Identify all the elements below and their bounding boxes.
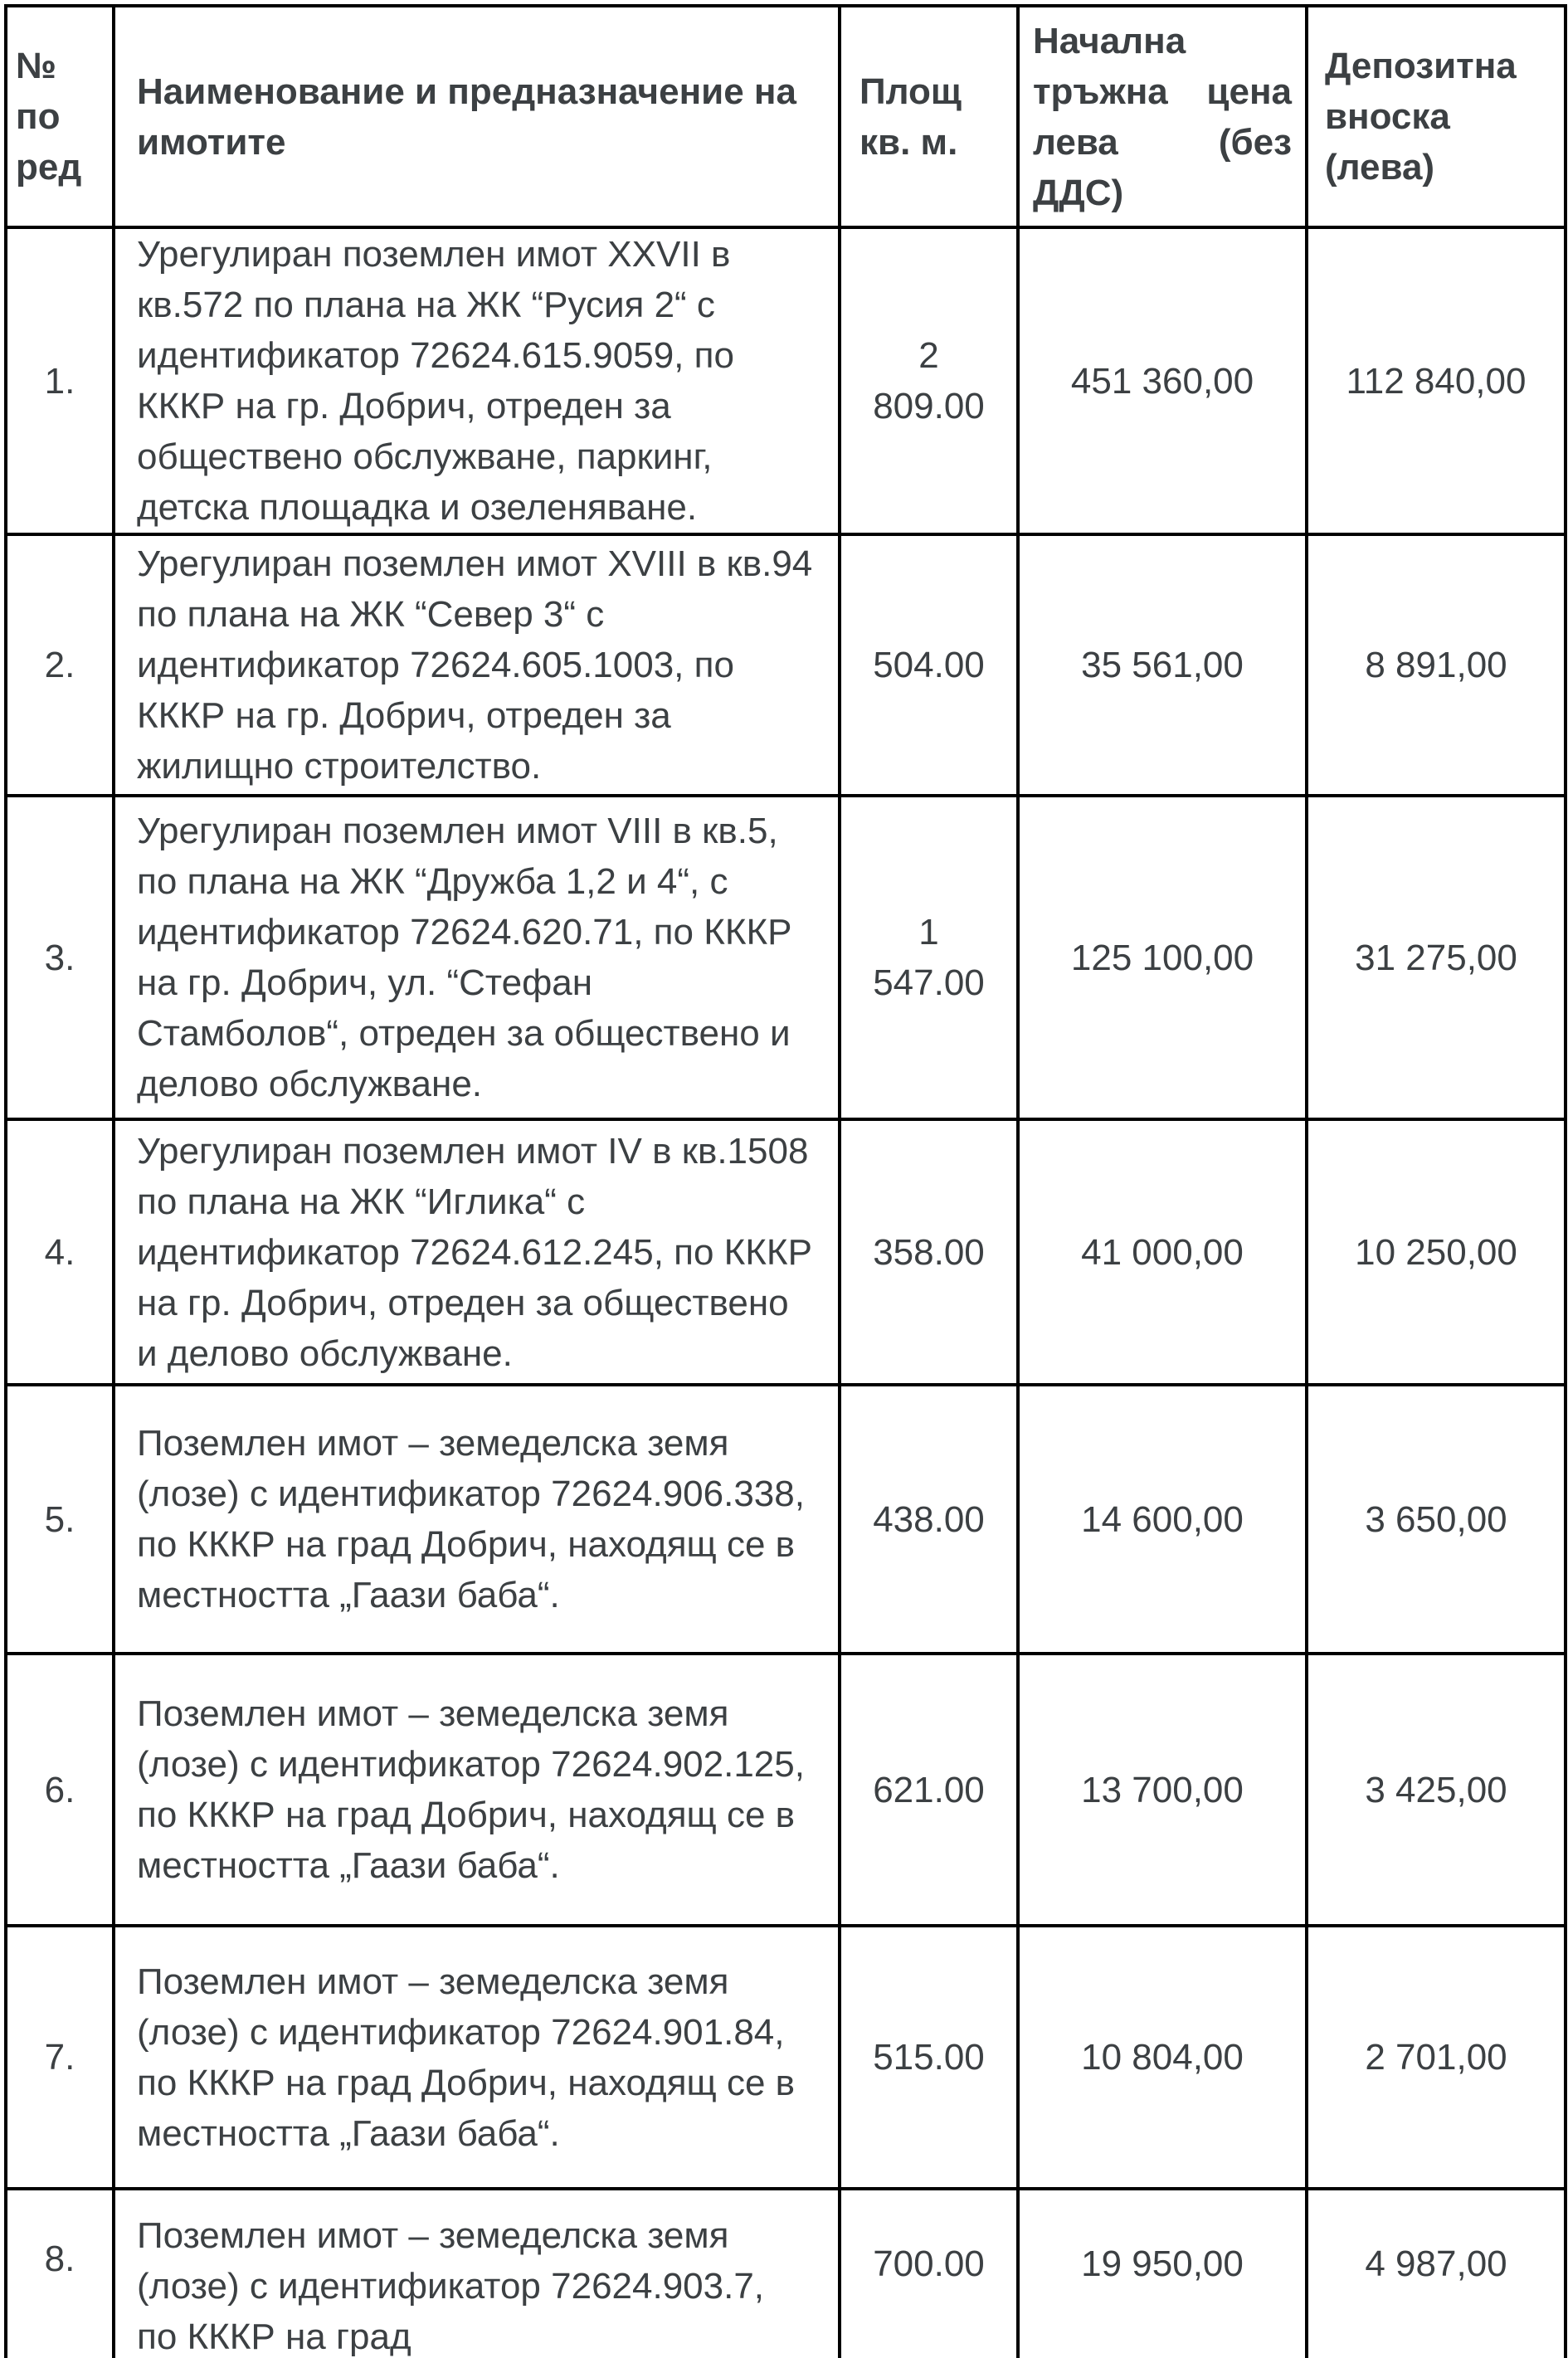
row-2-num: 2. bbox=[6, 534, 114, 796]
row-8-num: 8. bbox=[6, 2189, 114, 2358]
header-name: Наименование и предназначение на имотите bbox=[114, 6, 840, 227]
row-6-price: 13 700,00 bbox=[1018, 1654, 1307, 1926]
table-row bbox=[6, 1926, 1566, 2189]
row-1-area: 2 809.00 bbox=[840, 227, 1018, 534]
row-7-area: 515.00 bbox=[840, 1926, 1018, 2189]
row-8-area: 700.00 bbox=[840, 2189, 1018, 2358]
row-5-name: Поземлен имот – земеделска земя (лозе) с идентификатор 72624.906.338, по КККР на град Добрич, находящ се в местността „Гаази баба“. bbox=[114, 1385, 840, 1654]
row-6-area: 621.00 bbox=[840, 1654, 1018, 1926]
header-num: № по ред bbox=[6, 6, 114, 227]
table-row bbox=[6, 796, 1566, 1119]
row-4-area: 358.00 bbox=[840, 1119, 1018, 1385]
row-1-name: Урегулиран поземлен имот XXVII в кв.572 по плана на ЖК “Русия 2“ с идентификатор 72624.615.9059, по КККР на гр. Добрич, отреден за обществено обслужване, паркинг, детска площадка и озеленяване. bbox=[114, 227, 840, 534]
table-body bbox=[6, 227, 1566, 2358]
row-2-deposit: 8 891,00 bbox=[1307, 534, 1566, 796]
row-5-num: 5. bbox=[6, 1385, 114, 1654]
row-6-num: 6. bbox=[6, 1654, 114, 1926]
row-8-name: Поземлен имот – земеделска земя (лозе) с идентификатор 72624.903.7, по КККР на град bbox=[114, 2189, 840, 2358]
row-4-deposit: 10 250,00 bbox=[1307, 1119, 1566, 1385]
table-row bbox=[6, 1119, 1566, 1385]
row-4-num: 4. bbox=[6, 1119, 114, 1385]
row-4-price: 41 000,00 bbox=[1018, 1119, 1307, 1385]
table-row bbox=[6, 2189, 1566, 2358]
header-area: Площ кв. м. bbox=[840, 6, 1018, 227]
header-price: Начална тръжна цена лева (без ДДС) bbox=[1018, 6, 1307, 227]
row-3-deposit: 31 275,00 bbox=[1307, 796, 1566, 1119]
row-5-price: 14 600,00 bbox=[1018, 1385, 1307, 1654]
header-row bbox=[6, 6, 1566, 227]
table-row bbox=[6, 1654, 1566, 1926]
row-7-name: Поземлен имот – земеделска земя (лозе) с идентификатор 72624.901.84, по КККР на град Добрич, находящ се в местността „Гаази баба“. bbox=[114, 1926, 840, 2189]
row-8-price: 19 950,00 bbox=[1018, 2189, 1307, 2358]
row-3-area: 1 547.00 bbox=[840, 796, 1018, 1119]
row-1-deposit: 112 840,00 bbox=[1307, 227, 1566, 534]
table-header bbox=[6, 6, 1566, 227]
row-7-deposit: 2 701,00 bbox=[1307, 1926, 1566, 2189]
row-3-num: 3. bbox=[6, 796, 114, 1119]
row-1-price: 451 360,00 bbox=[1018, 227, 1307, 534]
table-row bbox=[6, 227, 1566, 534]
row-7-num: 7. bbox=[6, 1926, 114, 2189]
row-2-area: 504.00 bbox=[840, 534, 1018, 796]
row-3-name: Урегулиран поземлен имот VIII в кв.5, по плана на ЖК “Дружба 1,2 и 4“, с идентификатор 72624.620.71, по КККР на гр. Добрич, ул. “Стефан Стамболов“, отреден за обществено и делово обслужване. bbox=[114, 796, 840, 1119]
row-2-name: Урегулиран поземлен имот XVIII в кв.94 по плана на ЖК “Север 3“ с идентификатор 72624.605.1003, по КККР на гр. Добрич, отреден за жилищно строителство. bbox=[114, 534, 840, 796]
header-deposit: Депозитна вноска (лева) bbox=[1307, 6, 1566, 227]
row-3-price: 125 100,00 bbox=[1018, 796, 1307, 1119]
row-4-name: Урегулиран поземлен имот IV в кв.1508 по плана на ЖК “Иглика“ с идентификатор 72624.612.245, по КККР на гр. Добрич, отреден за обществено и делово обслужване. bbox=[114, 1119, 840, 1385]
row-5-deposit: 3 650,00 bbox=[1307, 1385, 1566, 1654]
row-7-price: 10 804,00 bbox=[1018, 1926, 1307, 2189]
row-1-num: 1. bbox=[6, 227, 114, 534]
table-row bbox=[6, 1385, 1566, 1654]
row-8-deposit: 4 987,00 bbox=[1307, 2189, 1566, 2358]
table-row bbox=[6, 534, 1566, 796]
row-2-price: 35 561,00 bbox=[1018, 534, 1307, 796]
properties-table bbox=[4, 4, 1567, 2358]
row-6-deposit: 3 425,00 bbox=[1307, 1654, 1566, 1926]
row-6-name: Поземлен имот – земеделска земя (лозе) с идентификатор 72624.902.125, по КККР на град Добрич, находящ се в местността „Гаази баба“. bbox=[114, 1654, 840, 1926]
row-5-area: 438.00 bbox=[840, 1385, 1018, 1654]
